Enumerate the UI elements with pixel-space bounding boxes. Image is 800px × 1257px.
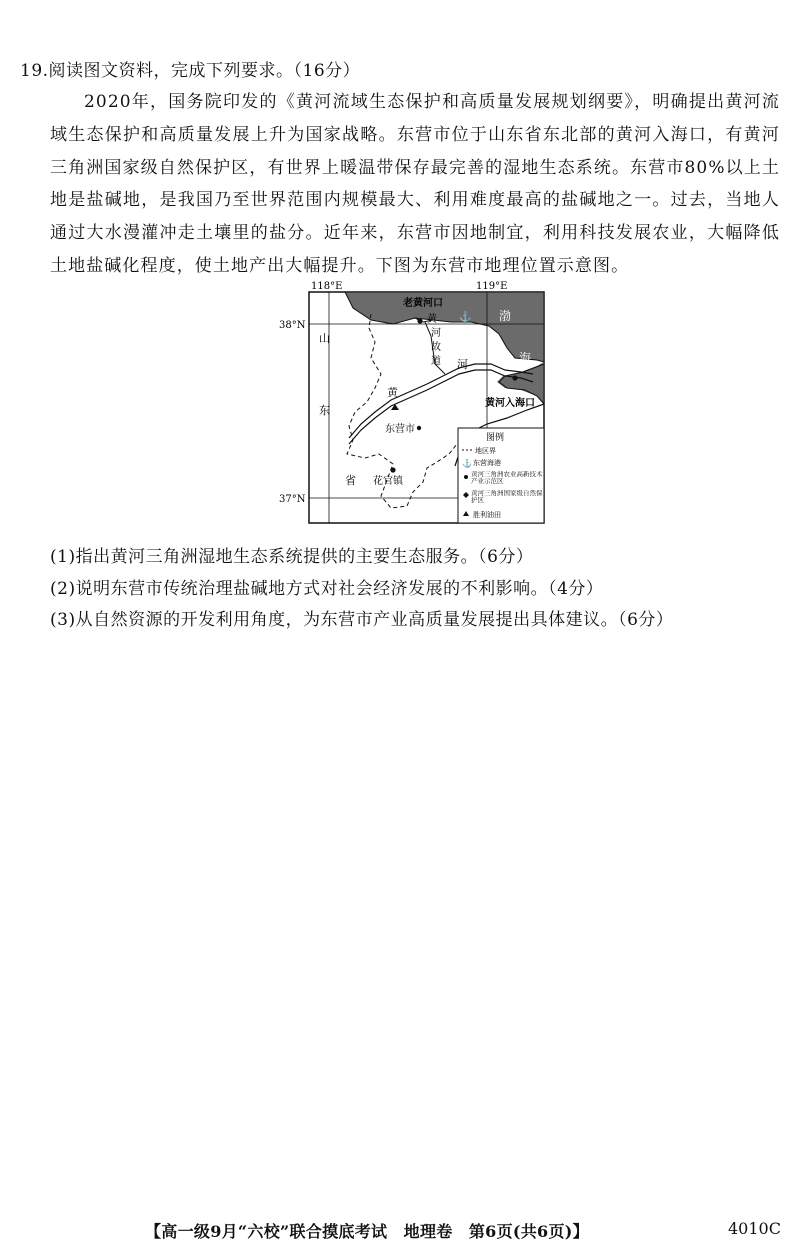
legend-zone-icon xyxy=(464,475,468,479)
legend-anchor-icon: ⚓ xyxy=(462,459,472,468)
question-paragraph: 2020年，国务院印发的《黄河流域生态保护和高质量发展规划纲要》，明确提出黄河流域生态保护和高质量发展上升为国家战略。东营市位于山东省东北部的黄河入海口，有黄河三角洲国家级自然保护区，有世界上暖温带保存最完善的湿地生态系统。东营市80%以上土地是盐碱地，是我国乃至世界范围内规模最大、利用难度最高的盐碱地之一。过去，当地人通过大水漫灌冲走土壤里的盐分。近年来，东营市因地制宜，利用科技发展农业，大幅降低土地盐碱化程度，使土地产出大幅提升。下图为东营市地理位置示意图。 xyxy=(50,92,780,276)
port-anchor-icon: ⚓ xyxy=(459,312,472,323)
old-mouth-dot xyxy=(417,318,422,323)
city-label: 东营市 xyxy=(385,424,415,435)
subquestion-3: (3)从自然资源的开发利用角度，为东营市产业高质量发展提出具体建议。（6分） xyxy=(50,610,674,630)
subquestion-2: (2)说明东营市传统治理盐碱地方式对社会经济发展的不利影响。（4分） xyxy=(50,579,604,599)
legend-item-reserve: 黄河三角洲国家级自然保护区 xyxy=(471,490,543,504)
legend-title: 图例 xyxy=(486,433,505,443)
old-channel-char-3: 故 xyxy=(431,342,441,353)
province-char-2: 东 xyxy=(319,404,330,417)
old-channel-char-2: 河 xyxy=(431,328,441,339)
lat-top-label: 38°N xyxy=(279,320,306,331)
subquestion-1: (1)指出黄河三角洲湿地生态系统提供的主要生态服务。（6分） xyxy=(50,547,534,567)
town-label: 花官镇 xyxy=(373,476,403,487)
legend-item-oilfield: 胜利油田 xyxy=(473,511,501,519)
old-channel-char-4: 道 xyxy=(431,356,441,367)
reserve-diamond-icon xyxy=(512,375,517,380)
legend-item-zone: 黄河三角洲农业高新技术产业示范区 xyxy=(471,471,543,485)
river-char-1: 黄 xyxy=(387,386,398,399)
sea-char-2: 海 xyxy=(519,351,532,365)
legend-item-reserve-wrap xyxy=(471,490,543,508)
lat-bottom-label: 37°N xyxy=(279,494,306,505)
legend-item-boundary: 地区界 xyxy=(475,447,496,455)
old-channel-char-1: 黄 xyxy=(427,314,437,325)
river-char-2: 河 xyxy=(457,358,468,371)
province-char-3: 省 xyxy=(345,474,356,487)
province-char-1: 山 xyxy=(319,332,330,345)
lon-right-label: 119°E xyxy=(476,281,508,292)
location-map xyxy=(275,278,550,526)
legend-item-port: 东营海港 xyxy=(473,459,501,467)
lon-left-label: 118°E xyxy=(311,281,343,292)
map-legend xyxy=(458,428,544,523)
question-header: 19.阅读图文资料，完成下列要求。（16分） xyxy=(20,61,361,81)
legend-item-zone-wrap xyxy=(471,471,543,489)
page-footer: 【高一级9月“六校”联合摸底考试 地理卷 第6页(共6页)】 xyxy=(145,1222,589,1241)
town-dot-icon xyxy=(390,467,395,472)
new-mouth-label: 黄河入海口 xyxy=(485,398,535,409)
paper-code: 4010C xyxy=(728,1219,781,1238)
city-dot-icon xyxy=(417,426,421,430)
old-mouth-label: 老黄河口 xyxy=(403,298,443,309)
map-svg xyxy=(275,278,550,526)
sea-char-1: 渤 xyxy=(499,309,512,323)
